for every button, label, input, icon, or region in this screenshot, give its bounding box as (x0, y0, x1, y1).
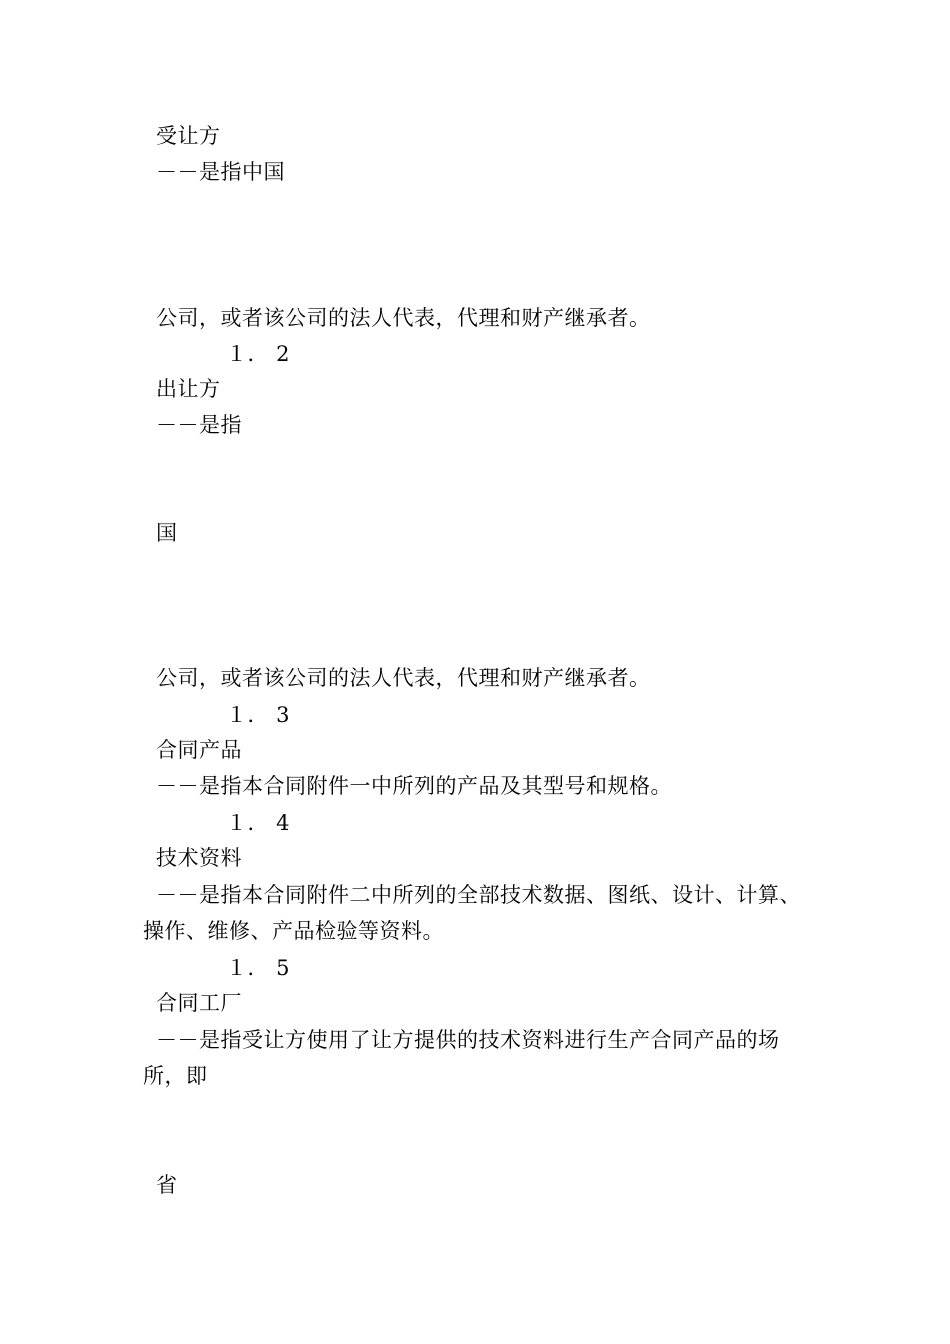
text-line: －－是指 (156, 413, 242, 437)
text-line: 合同工厂 (156, 991, 242, 1015)
section-number: １． 5 (226, 956, 291, 980)
text-line: 受让方 (156, 124, 221, 148)
text-line: －－是指中国 (156, 160, 285, 184)
section-number: １． 2 (226, 342, 291, 366)
text-line: 所，即 (143, 1064, 208, 1088)
text-line: －－是指本合同附件二中所列的全部技术数据、图纸、设计、计算、 (156, 883, 801, 907)
text-line: 公司，或者该公司的法人代表，代理和财产继承者。 (156, 666, 651, 690)
text-line: 国 (156, 521, 178, 545)
text-line: －－是指本合同附件一中所列的产品及其型号和规格。 (156, 774, 672, 798)
text-line: 操作、维修、产品检验等资料。 (143, 919, 444, 943)
text-line: 技术资料 (156, 846, 242, 870)
text-line: 公司，或者该公司的法人代表，代理和财产继承者。 (156, 306, 651, 330)
section-number: １． 3 (226, 703, 291, 727)
text-line: 出让方 (156, 377, 221, 401)
text-line: 合同产品 (156, 738, 242, 762)
text-line: －－是指受让方使用了让方提供的技术资料进行生产合同产品的场 (156, 1028, 780, 1052)
section-number: １． 4 (226, 811, 291, 835)
text-line: 省 (156, 1173, 178, 1197)
